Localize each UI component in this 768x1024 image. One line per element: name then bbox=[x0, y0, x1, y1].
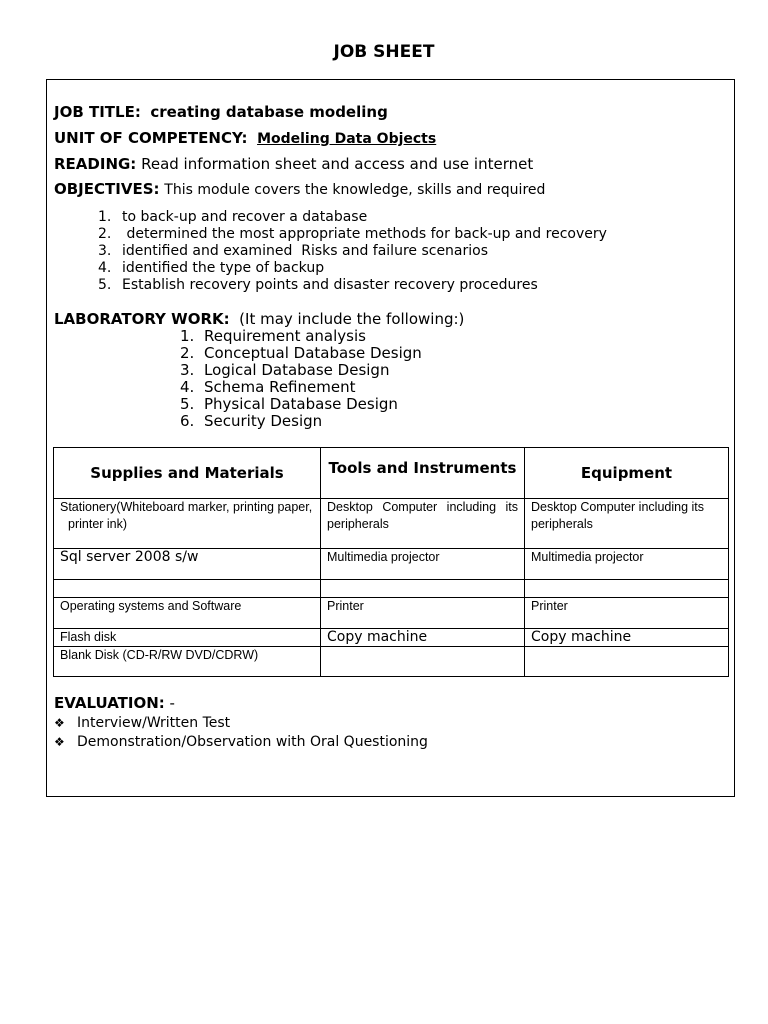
lab-work-label: LABORATORY WORK: bbox=[54, 310, 230, 328]
page-title: JOB SHEET bbox=[333, 42, 435, 62]
unit-of-competency-line bbox=[54, 129, 436, 147]
column-header: Tools and Instruments bbox=[321, 448, 525, 499]
job-title-label: JOB TITLE: bbox=[54, 103, 141, 121]
objectives-line bbox=[54, 180, 545, 198]
table-cell bbox=[525, 580, 729, 598]
materials-table bbox=[53, 447, 729, 677]
list-item: 4. Schema Refinement bbox=[180, 378, 356, 396]
list-item: 5. Establish recovery points and disaster recovery procedures bbox=[98, 277, 538, 293]
unit-label: UNIT OF COMPETENCY: bbox=[54, 129, 248, 147]
table-cell: Multimedia projector bbox=[525, 549, 729, 580]
table-header-row bbox=[54, 448, 729, 499]
table-row bbox=[54, 549, 729, 580]
objectives-label: OBJECTIVES: bbox=[54, 180, 160, 198]
table-row bbox=[54, 629, 729, 647]
list-item: 6. Security Design bbox=[180, 412, 323, 430]
table-cell: Multimedia projector bbox=[321, 549, 525, 580]
evaluation-label: EVALUATION: bbox=[54, 694, 165, 712]
list-item: 2. Conceptual Database Design bbox=[180, 344, 422, 362]
laboratory-work-line bbox=[54, 310, 464, 328]
list-item: 2. determined the most appropriate methods for back-up and recovery bbox=[98, 226, 607, 242]
list-item: 3. identified and examined Risks and failure scenarios bbox=[98, 243, 489, 259]
list-item: 1. Requirement analysis bbox=[180, 327, 366, 345]
job-title-value: creating database modeling bbox=[150, 103, 388, 121]
table-cell bbox=[54, 580, 321, 598]
table-cell: Printer bbox=[525, 598, 729, 629]
table-cell: Desktop Computer including its peripherals bbox=[525, 499, 729, 549]
laboratory-work-list bbox=[180, 328, 422, 430]
table-cell bbox=[525, 647, 729, 677]
reading-line bbox=[54, 155, 533, 173]
table-row bbox=[54, 580, 729, 598]
list-item: 1. to back-up and recover a database bbox=[98, 209, 368, 225]
table-cell bbox=[321, 580, 525, 598]
evaluation-list bbox=[54, 714, 428, 752]
table-cell: Stationery(Whiteboard marker, printing paper, printer ink) bbox=[54, 499, 321, 549]
column-header: Supplies and Materials bbox=[54, 448, 321, 499]
reading-value: Read information sheet and access and use internet bbox=[141, 155, 534, 173]
table-row bbox=[54, 598, 729, 629]
evaluation-heading: EVALUATION: - bbox=[54, 694, 175, 712]
list-item: 3. Logical Database Design bbox=[180, 361, 390, 379]
table-cell bbox=[321, 647, 525, 677]
diamond-bullet-icon: ❖ bbox=[54, 735, 65, 749]
table-cell: Desktop Computer including its peripherals bbox=[321, 499, 525, 549]
list-item: ❖ Demonstration/Observation with Oral Questioning bbox=[54, 734, 428, 750]
table-cell: Copy machine bbox=[525, 629, 729, 647]
diamond-bullet-icon: ❖ bbox=[54, 716, 65, 730]
list-item: 5. Physical Database Design bbox=[180, 395, 398, 413]
table-cell: Blank Disk (CD-R/RW DVD/CDRW) bbox=[54, 647, 321, 677]
table-row bbox=[54, 647, 729, 677]
list-item: ❖ Interview/Written Test bbox=[54, 715, 231, 731]
table-cell: Copy machine bbox=[321, 629, 525, 647]
column-header: Equipment bbox=[525, 448, 729, 499]
objectives-list bbox=[98, 209, 607, 294]
table-cell: Flash disk bbox=[54, 629, 321, 647]
reading-label: READING: bbox=[54, 155, 137, 173]
table-cell: Operating systems and Software bbox=[54, 598, 321, 629]
table-row bbox=[54, 499, 729, 549]
job-title-line bbox=[54, 103, 388, 121]
table-cell: Printer bbox=[321, 598, 525, 629]
table-cell: Sql server 2008 s/w bbox=[54, 549, 321, 580]
lab-work-value: (It may include the following:) bbox=[239, 310, 465, 328]
objectives-value: This module covers the knowledge, skills and required bbox=[164, 182, 546, 198]
unit-value: Modeling Data Objects bbox=[257, 131, 437, 147]
list-item: 4. identified the type of backup bbox=[98, 260, 325, 276]
